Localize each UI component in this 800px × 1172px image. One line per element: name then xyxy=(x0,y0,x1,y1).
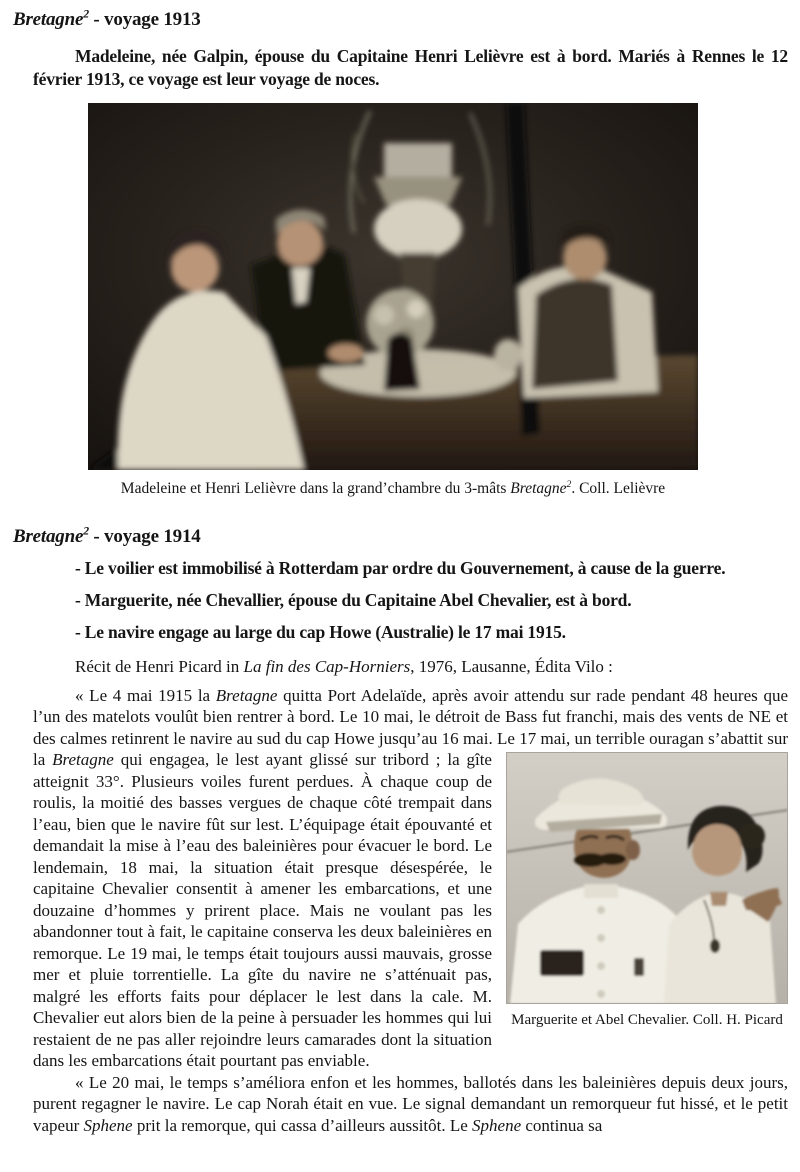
intro-paragraph-1913: Madeleine, née Galpin, épouse du Capitaine Henri Lelièvre est à bord. Mariés à Rennes le 12 février 1913, ce voyage est leur voyage de noces. xyxy=(33,46,788,89)
photo-marguerite-abel xyxy=(506,752,788,1004)
photo-1913-caption: Madeleine et Henri Lelièvre dans la grand’chambre du 3-mâts Bretagne$^2$. Coll. Lelièvre xyxy=(120,478,666,497)
recit-text-before-photo: « Le 4 mai 1915 la Bretagne quitta Port Adelaïde, après avoir attendu sur rade pendant 48 heures que l’un des matelots voulût bien rentrer à bord. Le 10 mai, le détroit de Bass fut franchi, mais des vents de NE et des calmes retinrent le navire au sud du cap Howe jusqu’au 16 mai. Le 17 mai, un xyxy=(33,685,788,748)
photo-1913-figure xyxy=(88,103,698,498)
section-heading-1914: Bretagne$^2$ - voyage 1914 xyxy=(13,524,201,547)
recit-paragraph-2: « Le 20 mai, le temps s’améliora enfon et les hommes, ballotés dans les baleinières depuis deux jours, purent regagner le navire. Le cap Norah était en vue. Le signal demandant un remorqueur fut hissé, et le petit vapeur Sphene prit la remorque, qui cassa d’ailleurs aussitôt. Le Sphene continua sa xyxy=(33,1072,788,1135)
section-heading-1913: Bretagne$^2$ - voyage 1913 xyxy=(13,7,201,30)
bullet-rotterdam: - Le voilier est immobilisé à Rotterdam par ordre du Gouvernement, à cause de la guerre. xyxy=(75,558,726,578)
bullet-cap-howe: - Le navire engage au large du cap Howe (Australie) le 17 mai 1915. xyxy=(75,622,566,642)
bullet-marguerite: - Marguerite, née Chevallier, épouse du Capitaine Abel Chevalier, est à bord. xyxy=(75,590,632,610)
photo-1915-caption: Marguerite et Abel Chevalier. Coll. H. Picard xyxy=(511,1012,783,1028)
photo-1915-figure xyxy=(506,752,788,1032)
recit-paragraph-1 xyxy=(33,685,788,1072)
recit-text-after-photo: terrible ouragan s’abattit sur la Bretagne qui engagea, le lest ayant glissé sur tribord ; la gîte atteignit 33°. Plusieurs voiles furent perdues. À chaque coup de roulis, la moitié des basses vergues de chaque côté trempait dans l’eau, bien que le navire fût sur lest. L’équipage était épouvanté et demandait la mise à l’eau des baleinières pour évacuer le bord. Le lendemain, 18 mai, la situation était presque désespérée, le capitaine Chevalier consentit à amener les embarcations, et une douzaine d’hommes y prirent place. Mais ne voulant pas les abandonner tout à fait, le capitaine conserva les deux baleinières en remorque. Le 19 mai, le temps était toujours aussi mauvais, grosse mer et pluie torrentielle. La gîte du navire ne s’atténuait pas, malgré les efforts faits pour déplacer le lest dans la cale. M. Chevalier eut alors bien de la peine à persuader les hommes qui lui restaient de ne pas aller rejoindre leurs camarades dont la situation dans les embarcations était pourtant pas enviable. xyxy=(33,728,788,1070)
photo-madeleine-henri-cabin xyxy=(88,103,698,470)
recit-source-line: Récit de Henri Picard in La fin des Cap-Horniers, 1976, Lausanne, Édita Vilo : xyxy=(75,657,613,676)
